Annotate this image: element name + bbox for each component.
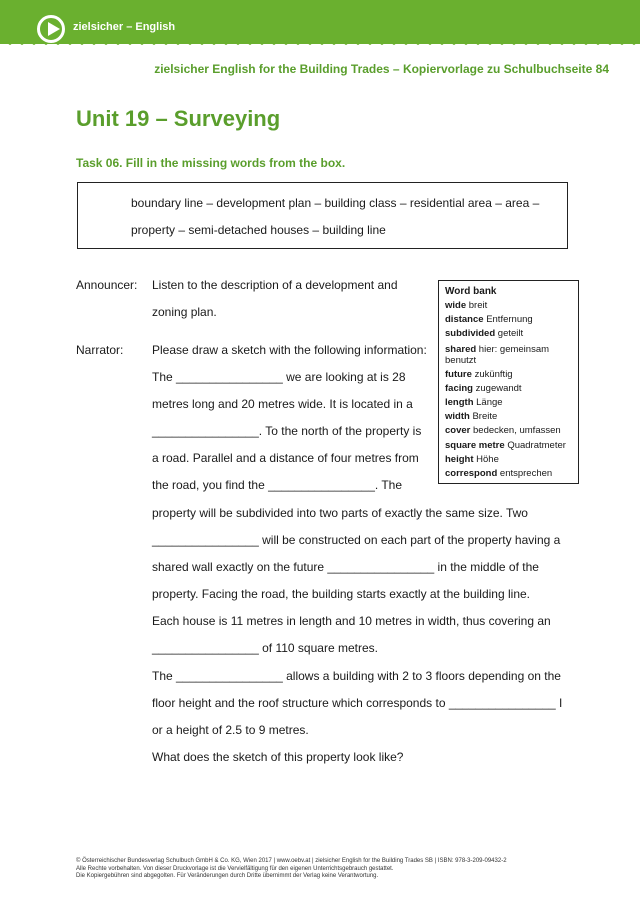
dialogue-line: floor height and the roof structure which corresponds to ________________ I — [152, 696, 563, 710]
word-box — [77, 182, 568, 249]
dialogue-line: the road, you find the ________________. The — [152, 478, 402, 492]
word-bank-item: width Breite — [445, 411, 498, 423]
word-box-line-1: boundary line – development plan – building class – residential area – area – — [131, 196, 540, 210]
word-bank-item: distance Entfernung — [445, 314, 533, 326]
word-bank-item: length Länge — [445, 397, 503, 409]
word-bank — [438, 280, 579, 484]
dialogue-line: The ________________ allows a building with 2 to 3 floors depending on the — [152, 669, 561, 683]
word-bank-item: height Höhe — [445, 453, 499, 465]
footer-line-3: Die Kopiergebühren sind abgegolten. Für Veränderungen durch Dritte übernimmt der Verlag keine Verantwortung. — [76, 873, 379, 879]
word-bank-item: square metre Quadratmeter — [445, 439, 566, 451]
dialogue-line: zoning plan. — [152, 305, 217, 319]
unit-title: Unit 19 – Surveying — [76, 106, 281, 131]
word-bank-item: subdivided geteilt — [445, 328, 524, 340]
play-icon — [46, 22, 60, 36]
word-bank-title: Word bank — [445, 286, 497, 297]
footer-line-2: Alle Rechte vorbehalten. Von dieser Druckvorlage ist die Vervielfältigung für den eigenen Unterrichtsgebrauch gestattet. — [76, 865, 394, 872]
word-bank-item: correspond entsprechen — [445, 468, 553, 480]
dialogue-line: What does the sketch of this property look like? — [152, 750, 404, 764]
page-subtitle: zielsicher English for the Building Trades – Kopiervorlage zu Schulbuchseite 84 — [154, 62, 609, 76]
word-box-line-2: property – semi-detached houses – building line — [131, 223, 386, 237]
speaker-narrator: Narrator: — [76, 343, 124, 357]
dialogue-line: a road. Parallel and a distance of four metres from — [152, 451, 419, 465]
dialogue-line: ________________ of 110 square metres. — [152, 641, 378, 655]
copyright-footer — [76, 858, 507, 881]
word-bank-item: shared hier: gemeinsam benutzt — [445, 343, 550, 366]
word-bank-item: facing zugewandt — [445, 382, 522, 394]
footer-line-1: © Österreichischer Bundesverlag Schulbuch GmbH & Co. KG, Wien 2017 | www.oebv.at | zielsicher English for the Building Trades SB | ISBN: 978-3-209-09432-2 — [76, 858, 507, 864]
dialogue-line: The ________________ we are looking at is 28 — [152, 370, 406, 384]
dialogue-line: Each house is 11 metres in length and 10 metres in width, thus covering an — [152, 614, 551, 628]
dialogue-line: or a height of 2.5 to 9 metres. — [152, 723, 309, 737]
dialogue-line: metres long and 20 metres wide. It is located in a — [152, 397, 413, 411]
dialogue-line: ________________ will be constructed on each part of the property having a — [152, 533, 561, 547]
dialogue-line: Listen to the description of a development and — [152, 278, 398, 292]
task-instruction: Task 06. Fill in the missing words from the box. — [76, 156, 346, 170]
dialogue-line: Please draw a sketch with the following information: — [152, 343, 427, 357]
word-bank-item: wide breit — [445, 300, 488, 311]
brand-name: zielsicher – English — [73, 21, 176, 33]
dialogue-line: shared wall exactly on the future ________________ in the middle of the — [152, 560, 539, 574]
dialogue-line: property will be subdivided into two parts of exactly the same size. Two — [152, 506, 528, 520]
logo — [37, 15, 65, 43]
speaker-announcer: Announcer: — [76, 278, 138, 292]
dialogue-line: property. Facing the road, the building starts exactly at the building line. — [152, 587, 530, 601]
dialogue-line: ________________. To the north of the property is — [152, 424, 422, 438]
word-bank-item: future zukünftig — [445, 368, 513, 380]
header-dotted-edge — [0, 38, 640, 50]
word-bank-item: cover bedecken, umfassen — [445, 425, 561, 437]
